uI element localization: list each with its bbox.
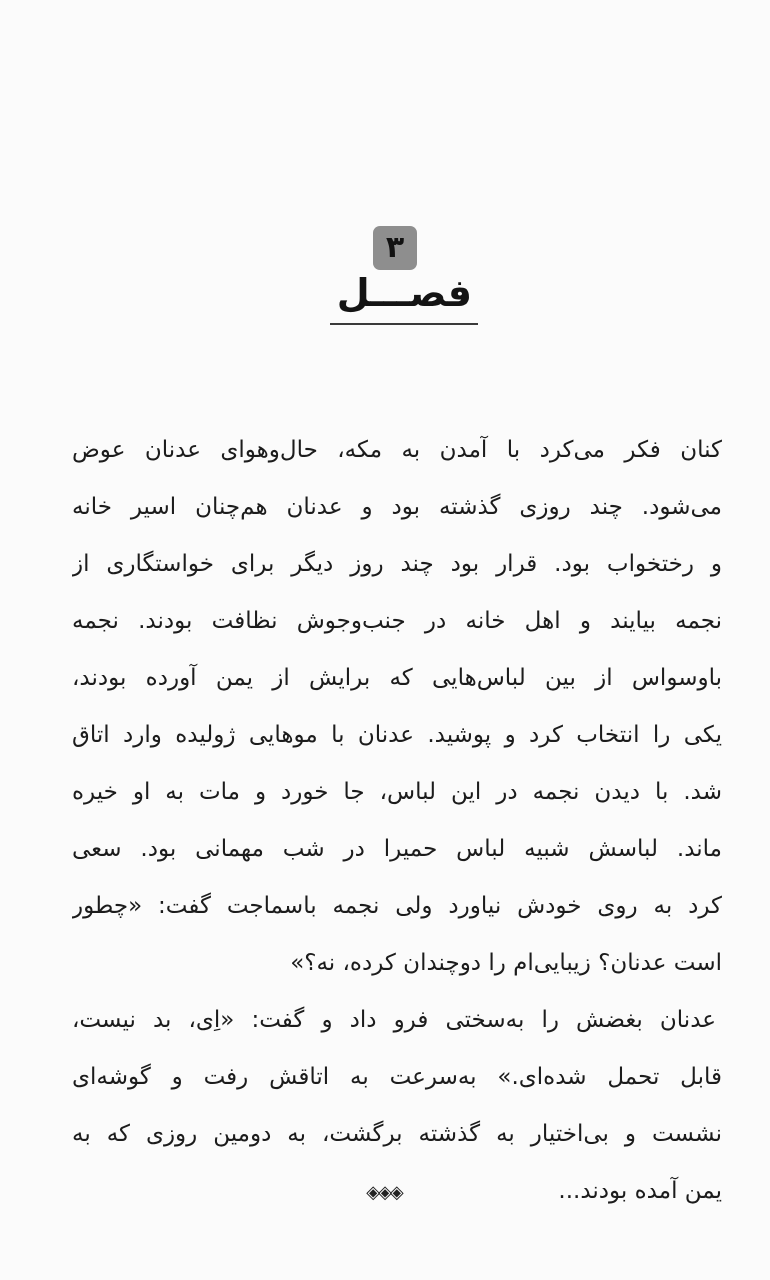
text-line: ماند. لباسش شبیه لباس حمیرا در شب مهمانی بود. سعی <box>72 836 722 862</box>
text-line: قابل تحمل شده‌ای.» به‌سرعت به اتاقش رفت و گوشه‌ای <box>72 1064 722 1090</box>
text-line: یمن آمده بودند... <box>558 1178 722 1204</box>
section-break-ornament-icon: ◈◈◈ <box>366 1181 402 1203</box>
text-line: است عدنان؟ زیبایی‌ام را دوچندان کرده، نه؟» <box>290 950 722 976</box>
text-line: عدنان بغضش را به‌سختی فرو داد و گفت: «اِی، بد نیست، <box>72 1007 716 1033</box>
text-line: نشست و بی‌اختیار به گذشته برگشت، به دومین روزی که به <box>72 1121 722 1147</box>
text-line: و رختخواب بود. قرار بود چند روز دیگر برای خواستگاری از <box>72 551 722 577</box>
chapter-underline <box>330 323 478 325</box>
text-line: کنان فکر می‌کرد با آمدن به مکه، حال‌وهوای عدنان عوض <box>72 437 722 463</box>
chapter-number-badge: ۳ <box>373 226 417 270</box>
body-text <box>72 422 722 1220</box>
text-line: باوسواس از بین لباس‌هایی که برایش از یمن آورده بودند، <box>72 665 722 691</box>
text-line: نجمه بیایند و اهل خانه در جنب‌وجوش نظافت بودند. نجمه <box>72 608 722 634</box>
text-line: یکی را انتخاب کرد و پوشید. عدنان با موهایی ژولیده وارد اتاق <box>72 722 722 748</box>
chapter-header <box>320 222 480 318</box>
text-line: شد. با دیدن نجمه در این لباس، جا خورد و مات به او خیره <box>72 779 722 805</box>
chapter-title: فصـــل <box>336 271 472 315</box>
text-line: می‌شود. چند روزی گذشته بود و عدنان هم‌چنان اسیر خانه <box>72 494 722 520</box>
text-line: کرد به روی خودش نیاورد ولی نجمه باسماجت گفت: «چطور <box>72 893 722 919</box>
